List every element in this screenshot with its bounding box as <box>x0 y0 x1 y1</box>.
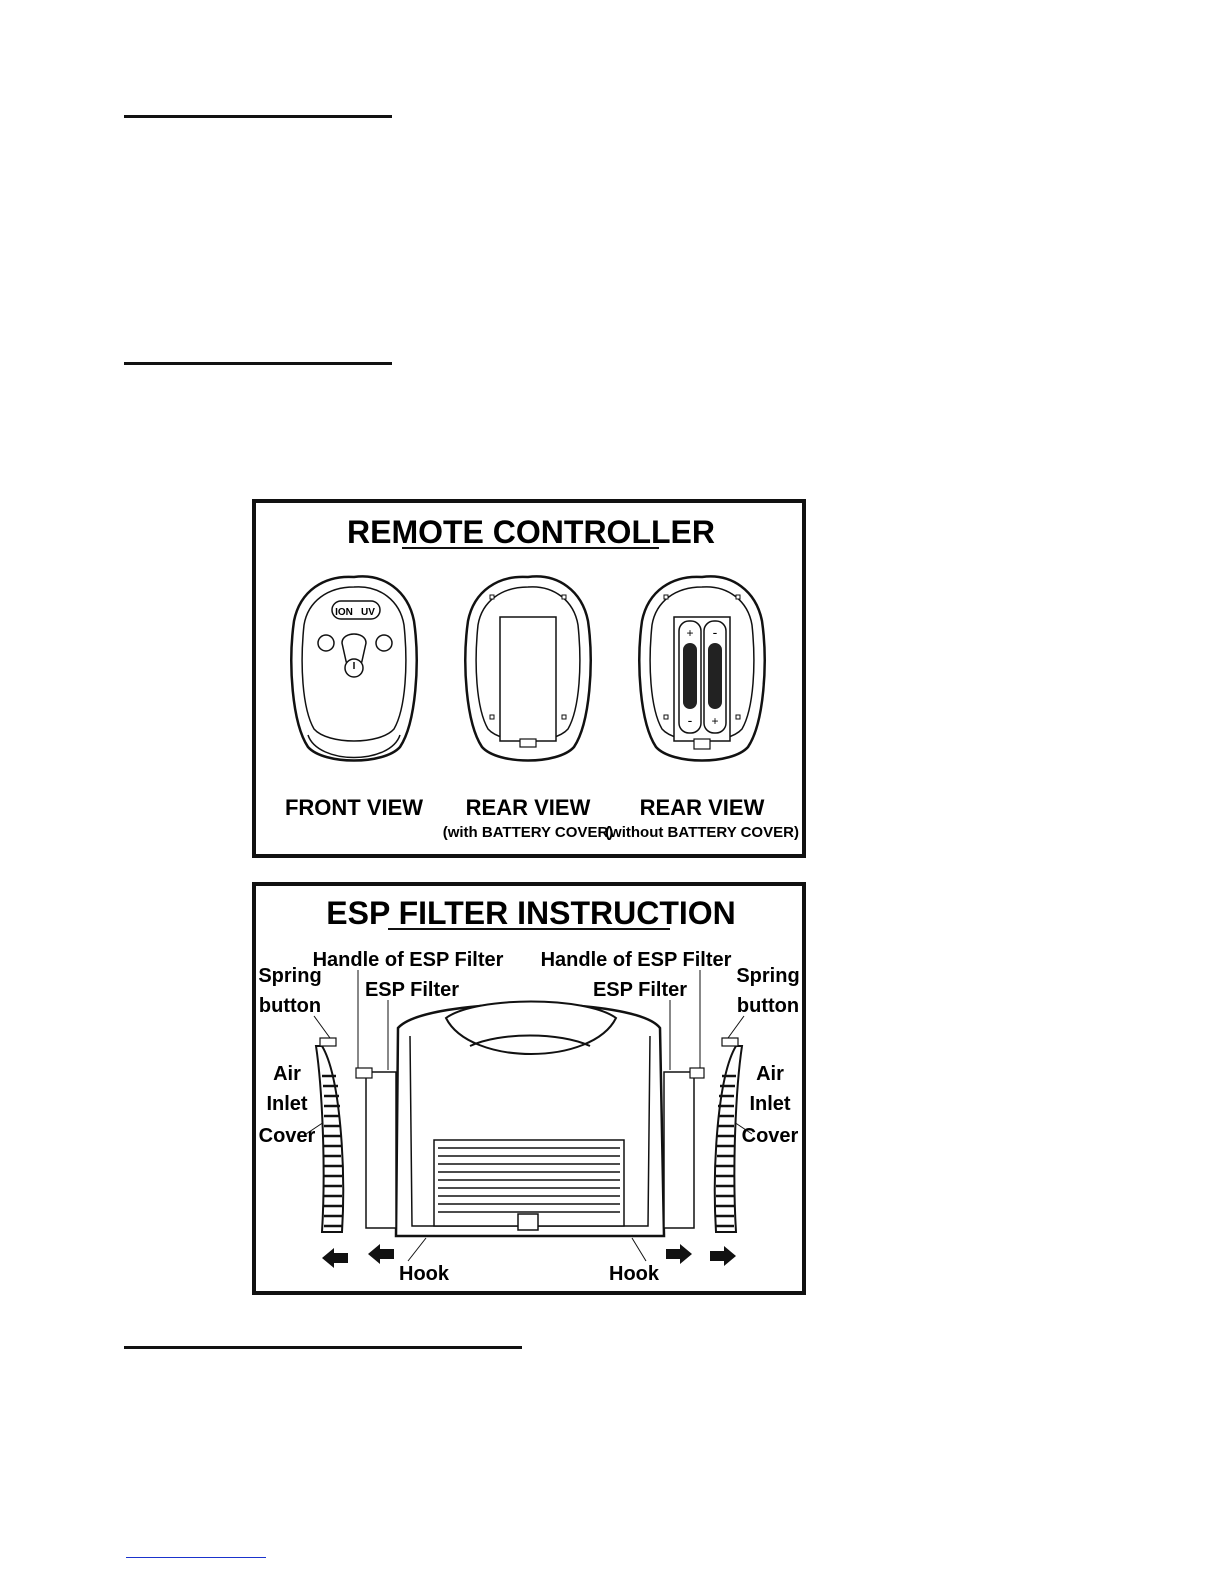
left-esp-filter <box>356 1068 396 1228</box>
rear-view-label-2: REAR VIEW <box>639 795 765 820</box>
left-filter-label: ESP Filter <box>364 979 460 1001</box>
battery-cover <box>500 617 556 741</box>
remote-controller-figure <box>256 503 802 854</box>
right-handle-label: Handle of ESP Filter <box>540 949 732 971</box>
left-handle-label: Handle of ESP Filter <box>312 949 504 971</box>
air-purifier-unit <box>396 1002 664 1237</box>
left-air-label-2: Inlet <box>266 1093 308 1115</box>
remote-controller-panel <box>252 499 806 858</box>
remote-panel-title: REMOTE CONTROLLER <box>347 514 715 550</box>
esp-panel-title: ESP FILTER INSTRUCTION <box>326 895 736 931</box>
left-air-inlet-cover <box>316 1038 343 1232</box>
esp-filter-panel <box>252 882 806 1295</box>
arrow-right-inner-icon <box>666 1244 692 1264</box>
remote-rear-view-cover <box>465 576 590 760</box>
arrow-left-inner-icon <box>368 1244 394 1264</box>
battery-plus-right: + <box>711 714 719 728</box>
remote-rear-view-batteries <box>639 576 764 760</box>
right-air-inlet-cover <box>715 1038 742 1232</box>
battery-plus-left: + <box>686 626 694 640</box>
battery-minus-left: - <box>687 712 693 728</box>
right-spring-label-2: button <box>736 995 800 1017</box>
speed-button-icon <box>376 635 392 651</box>
rear-view-label-1: REAR VIEW <box>465 795 591 820</box>
air-grille <box>434 1140 624 1226</box>
left-hook-label: Hook <box>399 1263 449 1285</box>
right-esp-filter <box>664 1068 704 1228</box>
section-rule-3 <box>124 1346 522 1349</box>
footer-link-rule <box>126 1557 266 1558</box>
right-filter-label: ESP Filter <box>592 979 688 1001</box>
remote-front-view <box>291 576 416 760</box>
right-air-label-2: Inlet <box>749 1093 791 1115</box>
battery-minus-right: - <box>712 624 718 640</box>
ion-button-label: ION <box>335 607 353 618</box>
left-spring-label-2: button <box>258 995 322 1017</box>
right-spring-label-1: Spring <box>736 965 800 987</box>
arrow-right-outer-icon <box>710 1246 736 1266</box>
right-air-label-3: Cover <box>741 1125 799 1147</box>
front-view-label: FRONT VIEW <box>284 795 424 820</box>
rear-view-sub-1: (with BATTERY COVER) <box>442 824 614 841</box>
esp-filter-figure <box>256 886 802 1291</box>
left-air-label-1: Air <box>273 1063 301 1085</box>
section-rule-1 <box>124 115 392 118</box>
uv-button-label: UV <box>361 607 375 618</box>
right-air-label-1: Air <box>756 1063 784 1085</box>
section-rule-2 <box>124 362 392 365</box>
left-spring-label-1: Spring <box>258 965 322 987</box>
timer-button-icon <box>318 635 334 651</box>
right-hook-label: Hook <box>609 1263 659 1285</box>
left-air-label-3: Cover <box>258 1125 316 1147</box>
arrow-left-outer-icon <box>322 1248 348 1268</box>
rear-view-sub-2: (without BATTERY COVER) <box>605 824 799 841</box>
